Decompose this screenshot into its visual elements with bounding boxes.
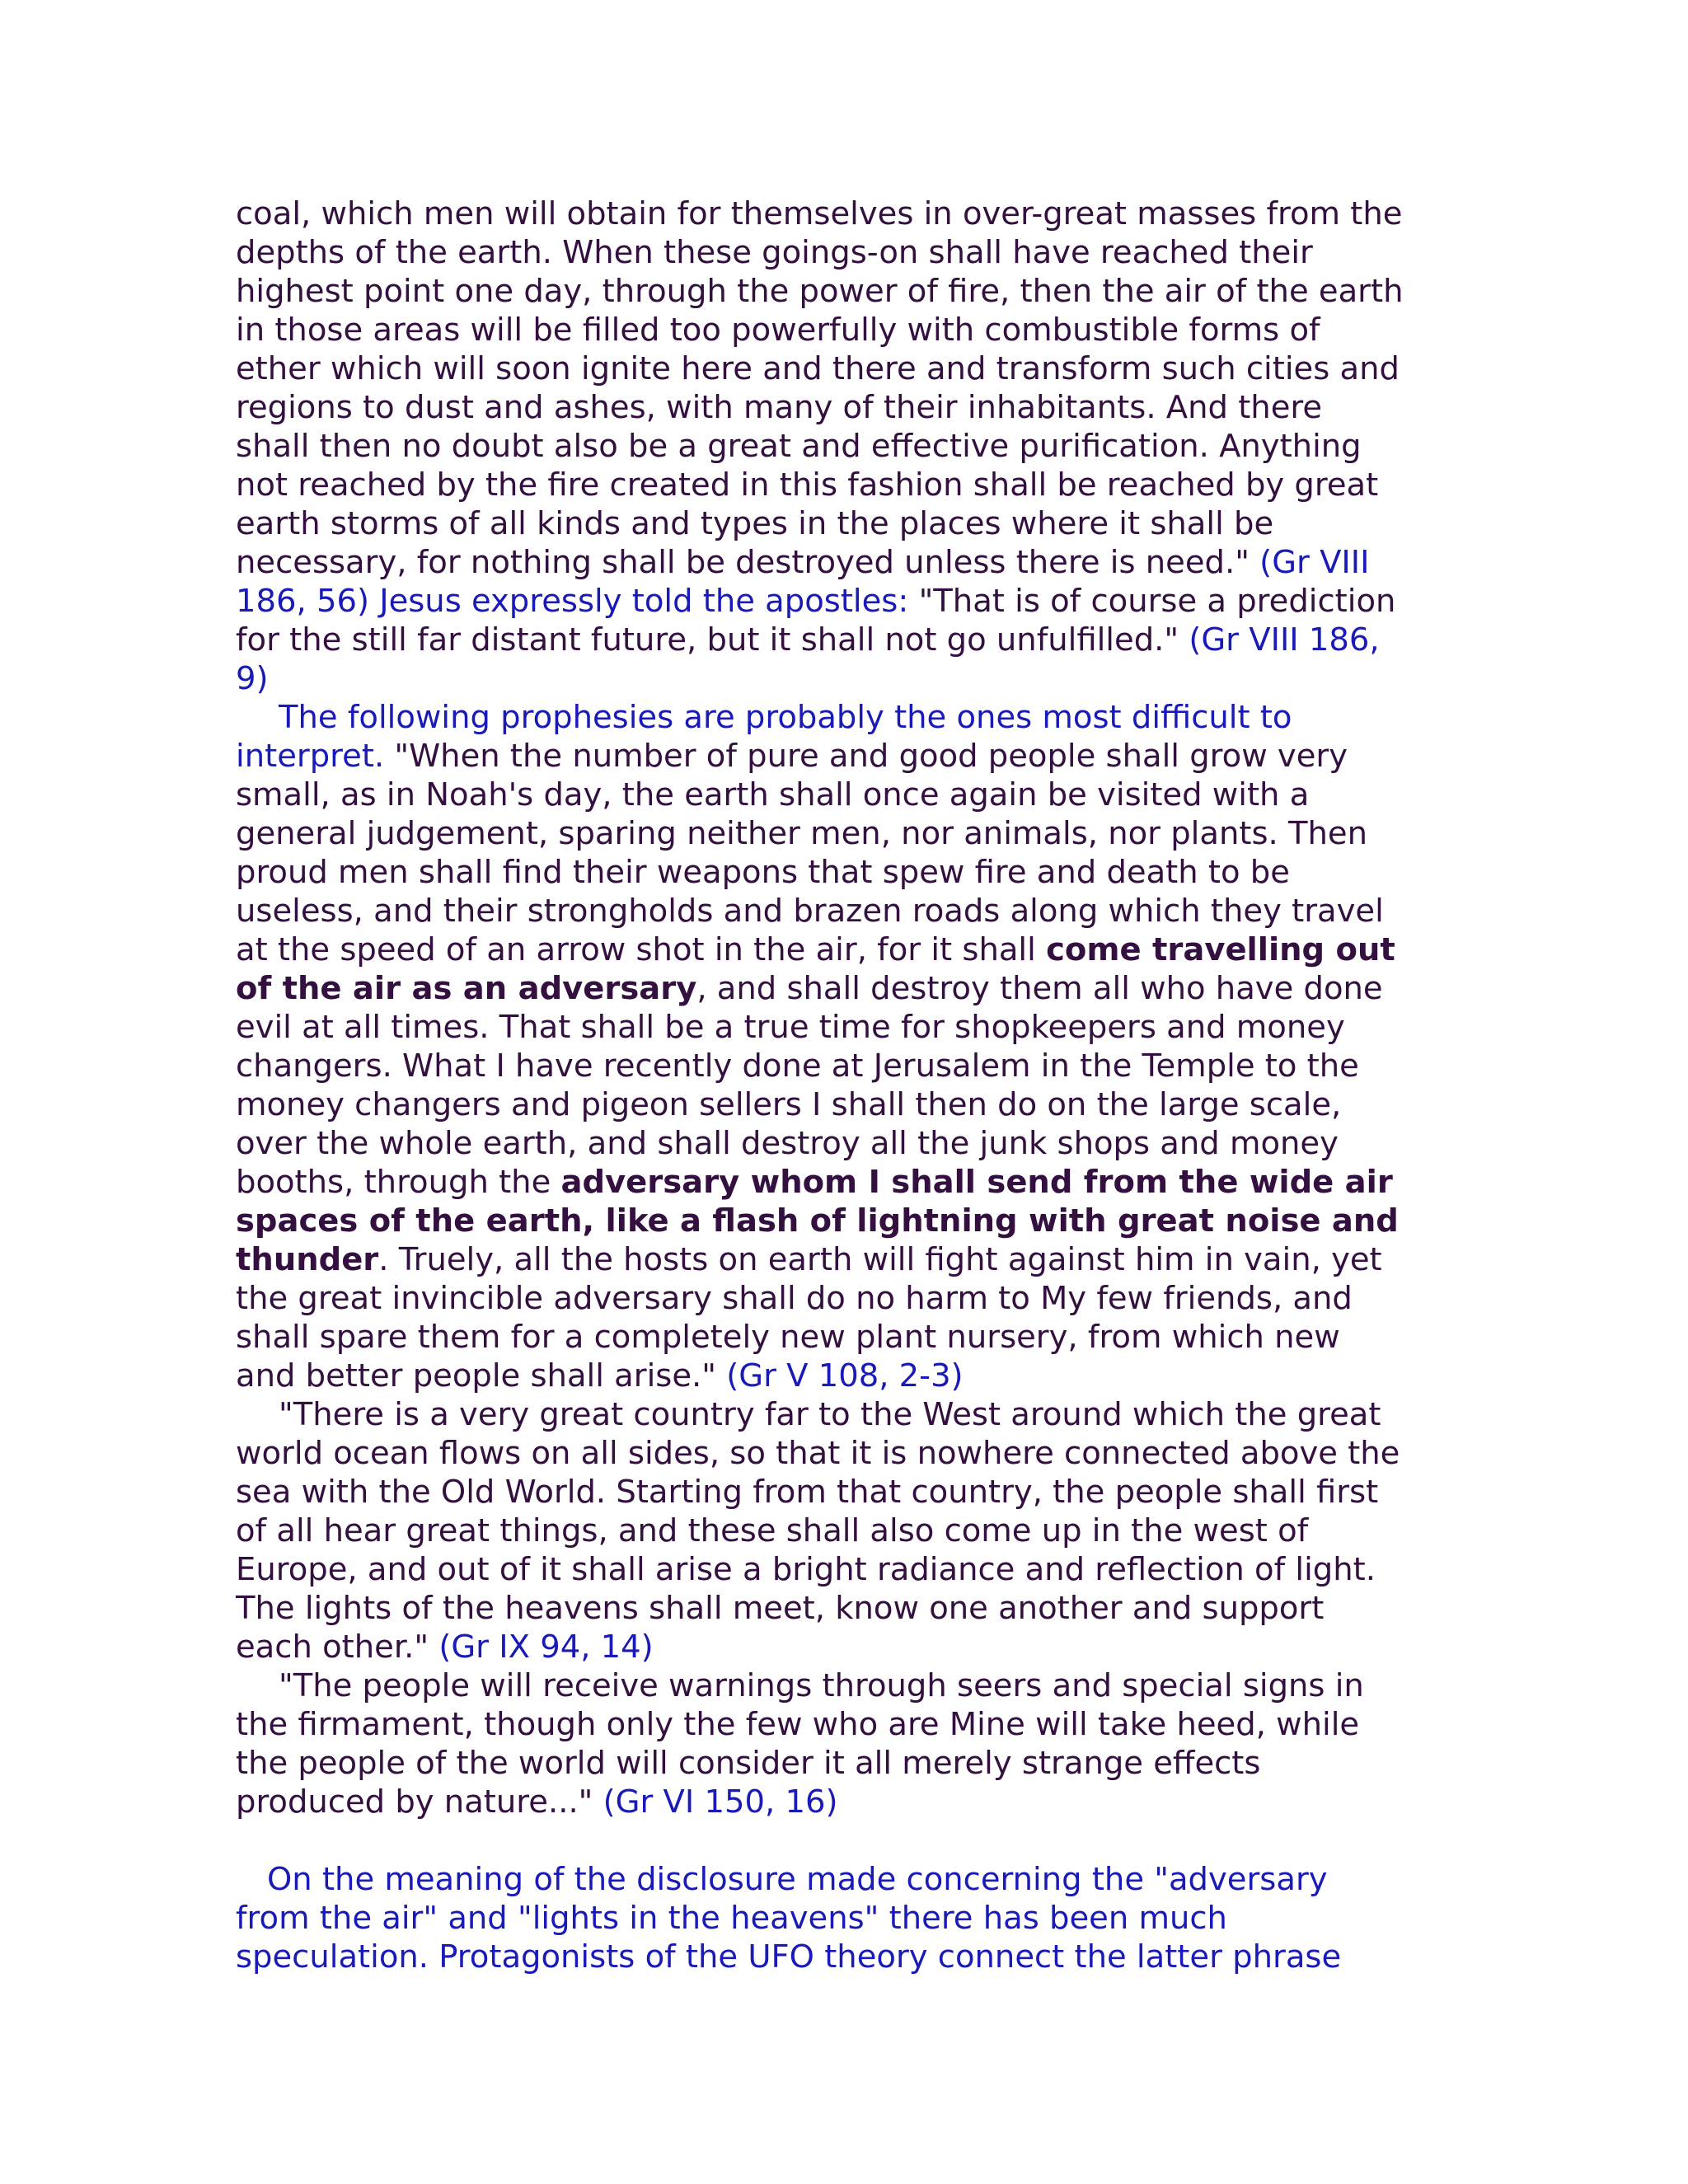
quote-text: useless, and their strongholds and brazen roads along which they travel <box>236 893 1384 930</box>
text-line <box>236 1783 1472 1821</box>
quote-text: the great invincible adversary shall do no harm to My few friends, and <box>236 1280 1353 1317</box>
emphasis-text: come travelling out <box>1046 931 1395 968</box>
text-line <box>236 1395 1472 1434</box>
quote-text: shall spare them for a completely new plant nursery, from which new <box>236 1319 1340 1356</box>
text-line <box>236 1085 1472 1124</box>
quote-text: money changers and pigeon sellers I shall then do on the large scale, <box>236 1086 1342 1123</box>
quote-text: sea with the Old World. Starting from that country, the people shall first <box>236 1474 1379 1511</box>
quote-text: general judgement, sparing neither men, nor animals, nor plants. Then <box>236 815 1368 852</box>
body-text <box>236 194 1472 1976</box>
quote-text: and better people shall arise." <box>236 1357 727 1394</box>
quote-text: . Truely, all the hosts on earth will fight against him in vain, yet <box>378 1241 1382 1278</box>
quote-text: shall then no doubt also be a great and effective purification. Anything <box>236 428 1362 465</box>
quote-text: each other." <box>236 1629 439 1666</box>
text-line <box>236 194 1472 233</box>
citation-text: (Gr VIII <box>1259 544 1370 581</box>
text-line <box>236 466 1472 504</box>
quote-text: in those areas will be filled too powerfully with combustible forms of <box>236 312 1320 349</box>
citation-text: from the air" and "lights in the heavens" there has been much <box>236 1900 1227 1937</box>
quote-text: "When the number of pure and good people shall grow very <box>394 738 1348 775</box>
text-line <box>236 1124 1472 1163</box>
citation-text: speculation. Protagonists of the UFO theory connect the latter phrase <box>236 1938 1342 1975</box>
text-line <box>236 814 1472 853</box>
quote-text: not reached by the fire created in this fashion shall be reached by great <box>236 466 1379 504</box>
text-line <box>236 349 1472 388</box>
text-line <box>236 1589 1472 1628</box>
citation-text: 9) <box>236 660 269 697</box>
quote-text: produced by nature..." <box>236 1783 603 1821</box>
quote-text: Europe, and out of it shall arise a bright radiance and reflection of light. <box>236 1551 1376 1588</box>
text-line <box>236 1705 1472 1744</box>
text-line <box>236 659 1472 698</box>
text-line <box>236 311 1472 349</box>
text-line <box>236 1008 1472 1047</box>
quote-text: small, as in Noah's day, the earth shall once again be visited with a <box>236 776 1310 813</box>
citation-text: On the meaning of the disclosure made concerning the "adversary <box>267 1861 1328 1898</box>
citation-text: (Gr IX 94, 14) <box>438 1629 654 1666</box>
emphasis-text: spaces of the earth, like a flash of lightning with great noise and <box>236 1202 1399 1240</box>
text-line <box>236 621 1472 659</box>
text-line <box>236 1511 1472 1550</box>
text-line <box>236 543 1472 582</box>
text-line <box>236 1202 1472 1240</box>
text-line <box>236 1899 1472 1938</box>
text-line <box>236 1279 1472 1318</box>
text-line <box>236 1318 1472 1357</box>
text-line <box>236 853 1472 892</box>
text-line <box>236 969 1472 1008</box>
quote-text: "The people will receive warnings through seers and special signs in <box>279 1667 1364 1704</box>
quote-text: necessary, for nothing shall be destroyed unless there is need." <box>236 544 1260 581</box>
text-line <box>236 892 1472 930</box>
citation-text: (Gr V 108, 2-3) <box>726 1357 964 1394</box>
citation-text: (Gr VIII 186, <box>1189 621 1380 658</box>
quote-text: highest point one day, through the power of fire, then the air of the earth <box>236 273 1404 310</box>
quote-text: the people of the world will consider it all merely strange effects <box>236 1745 1261 1782</box>
quote-text: depths of the earth. When these goings-on shall have reached their <box>236 234 1313 271</box>
text-line <box>236 698 1472 737</box>
text-line <box>236 1821 1472 1860</box>
text-line <box>236 1628 1472 1666</box>
citation-text: The following prophesies are probably the ones most difficult to <box>279 699 1292 736</box>
quote-text: world ocean flows on all sides, so that it is nowhere connected above the <box>236 1435 1400 1472</box>
quote-text: proud men shall find their weapons that spew fire and death to be <box>236 854 1290 891</box>
quote-text: "There is a very great country far to the West around which the great <box>279 1396 1381 1433</box>
text-line <box>236 1666 1472 1705</box>
text-line <box>236 1047 1472 1085</box>
text-line <box>236 930 1472 969</box>
quote-text: evil at all times. That shall be a true time for shopkeepers and money <box>236 1009 1345 1046</box>
text-line <box>236 427 1472 466</box>
text-line <box>236 504 1472 543</box>
emphasis-text: adversary whom I shall send from the wide air <box>560 1164 1393 1201</box>
text-line <box>236 1473 1472 1511</box>
quote-text: The lights of the heavens shall meet, know one another and support <box>236 1590 1325 1627</box>
text-line <box>236 388 1472 427</box>
quote-text: coal, which men will obtain for themselves in over-great masses from the <box>236 195 1403 232</box>
text-line <box>236 1938 1472 1976</box>
citation-text: (Gr VI 150, 16) <box>603 1783 838 1821</box>
emphasis-text: thunder <box>236 1241 379 1278</box>
text-line <box>236 582 1472 621</box>
quote-text: for the still far distant future, but it shall not go unfulfilled." <box>236 621 1189 658</box>
emphasis-text: of the air as an adversary <box>236 970 697 1007</box>
quote-text: , and shall destroy them all who have done <box>696 970 1383 1007</box>
text-line <box>236 233 1472 272</box>
quote-text: at the speed of an arrow shot in the air, for it shall <box>236 931 1047 968</box>
text-line <box>236 737 1472 776</box>
citation-text: interpret. <box>236 738 395 775</box>
quote-text: earth storms of all kinds and types in the places where it shall be <box>236 505 1274 542</box>
quote-text: changers. What I have recently done at Jerusalem in the Temple to the <box>236 1047 1359 1085</box>
text-line <box>236 1434 1472 1473</box>
text-line <box>236 1163 1472 1202</box>
text-line <box>236 1357 1472 1395</box>
text-line <box>236 1240 1472 1279</box>
quote-text: the firmament, though only the few who are Mine will take heed, while <box>236 1706 1360 1743</box>
quote-text: "That is of course a prediction <box>918 583 1396 620</box>
quote-text: of all hear great things, and these shall also come up in the west of <box>236 1512 1309 1549</box>
quote-text: regions to dust and ashes, with many of their inhabitants. And there <box>236 389 1323 426</box>
text-line <box>236 1550 1472 1589</box>
text-line <box>236 1744 1472 1783</box>
quote-text: over the whole earth, and shall destroy all the junk shops and money <box>236 1125 1339 1162</box>
citation-text: 186, 56) Jesus expressly told the apostles: <box>236 583 919 620</box>
text-line <box>236 1860 1472 1899</box>
text-line <box>236 776 1472 814</box>
quote-text: booths, through the <box>236 1164 561 1201</box>
text-line <box>236 272 1472 311</box>
quote-text: ether which will soon ignite here and there and transform such cities and <box>236 350 1400 387</box>
